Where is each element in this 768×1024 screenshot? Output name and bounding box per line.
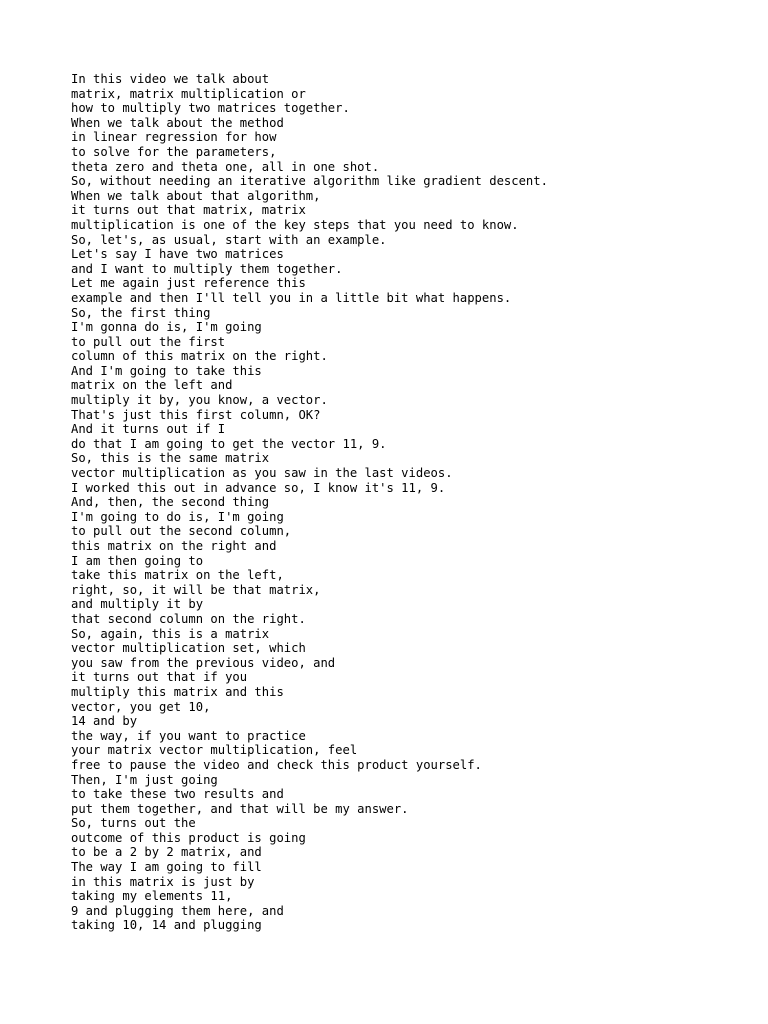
transcript-line: That's just this first column, OK? xyxy=(71,407,321,422)
transcript-line: take this matrix on the left, xyxy=(71,568,284,583)
transcript-line: and multiply it by xyxy=(71,597,204,612)
transcript-line: vector, you get 10, xyxy=(71,699,211,714)
transcript-line: And I'm going to take this xyxy=(71,363,262,378)
transcript-line: I worked this out in advance so, I know it's 11, 9. xyxy=(71,480,446,495)
transcript-line: So, again, this is a matrix xyxy=(71,626,270,641)
transcript-line: When we talk about that algorithm, xyxy=(71,188,321,203)
transcript-line: your matrix vector multiplication, feel xyxy=(71,743,358,758)
transcript-line: do that I am going to get the vector 11, 9. xyxy=(71,436,387,451)
transcript-line: multiplication is one of the key steps that you need to know. xyxy=(71,217,519,232)
transcript-line: So, let's, as usual, start with an example. xyxy=(71,232,387,247)
transcript-line: matrix on the left and xyxy=(71,378,233,393)
transcript-line: 9 and plugging them here, and xyxy=(71,903,284,918)
transcript-line: to be a 2 by 2 matrix, and xyxy=(71,845,262,860)
transcript-line: And, then, the second thing xyxy=(71,495,270,510)
transcript-line: And it turns out if I xyxy=(71,422,226,437)
transcript-line: in this matrix is just by xyxy=(71,874,255,889)
transcript-line: So, turns out the xyxy=(71,816,196,831)
transcript-line: it turns out that if you xyxy=(71,670,248,685)
transcript-line: Let's say I have two matrices xyxy=(71,247,284,262)
transcript-line: 14 and by xyxy=(71,714,138,729)
transcript-line: this matrix on the right and xyxy=(71,539,277,553)
transcript-line: Then, I'm just going xyxy=(71,772,218,787)
transcript-line: to solve for the parameters, xyxy=(71,144,277,159)
transcript-line: it turns out that matrix, matrix xyxy=(71,203,306,218)
transcript-line: I am then going to xyxy=(71,553,204,568)
transcript-line: multiply it by, you know, a vector. xyxy=(71,393,328,408)
transcript-line: to take these two results and xyxy=(71,787,284,802)
transcript-line: how to multiply two matrices together. xyxy=(71,101,350,116)
transcript-line: Let me again just reference this xyxy=(71,276,306,291)
transcript-text xyxy=(71,72,548,933)
transcript-line: multiply this matrix and this xyxy=(71,684,284,699)
transcript-line: I'm gonna do is, I'm going xyxy=(71,320,262,335)
transcript-line: In this video we talk about xyxy=(71,72,270,86)
transcript-line: vector multiplication set, which xyxy=(71,641,306,656)
transcript-line: So, this is the same matrix xyxy=(71,451,270,466)
transcript-line: free to pause the video and check this product yourself. xyxy=(71,757,482,772)
transcript-line: I'm going to do is, I'm going xyxy=(71,509,284,524)
transcript-line: you saw from the previous video, and xyxy=(71,655,336,670)
transcript-line: to pull out the second column, xyxy=(71,524,292,539)
transcript-line: taking my elements 11, xyxy=(71,889,233,904)
transcript-line: outcome of this product is going xyxy=(71,830,306,845)
transcript-line: The way I am going to fill xyxy=(71,860,262,875)
transcript-line: that second column on the right. xyxy=(71,611,306,626)
transcript-line: So, the first thing xyxy=(71,305,211,320)
transcript-line: taking 10, 14 and plugging xyxy=(71,918,262,933)
transcript-line: to pull out the first xyxy=(71,334,226,349)
transcript-line: in linear regression for how xyxy=(71,130,277,145)
transcript-line: vector multiplication as you saw in the last videos. xyxy=(71,466,453,481)
transcript-line: example and then I'll tell you in a little bit what happens. xyxy=(71,290,512,305)
transcript-line: and I want to multiply them together. xyxy=(71,261,343,276)
transcript-line: put them together, and that will be my answer. xyxy=(71,801,409,816)
transcript-line: When we talk about the method xyxy=(71,115,284,130)
transcript-line: theta zero and theta one, all in one shot. xyxy=(71,159,380,174)
transcript-line: So, without needing an iterative algorithm like gradient descent. xyxy=(71,174,548,189)
transcript-line: the way, if you want to practice xyxy=(71,728,306,743)
transcript-line: right, so, it will be that matrix, xyxy=(71,582,321,597)
transcript-line: matrix, matrix multiplication or xyxy=(71,86,306,101)
transcript-line: column of this matrix on the right. xyxy=(71,349,328,364)
